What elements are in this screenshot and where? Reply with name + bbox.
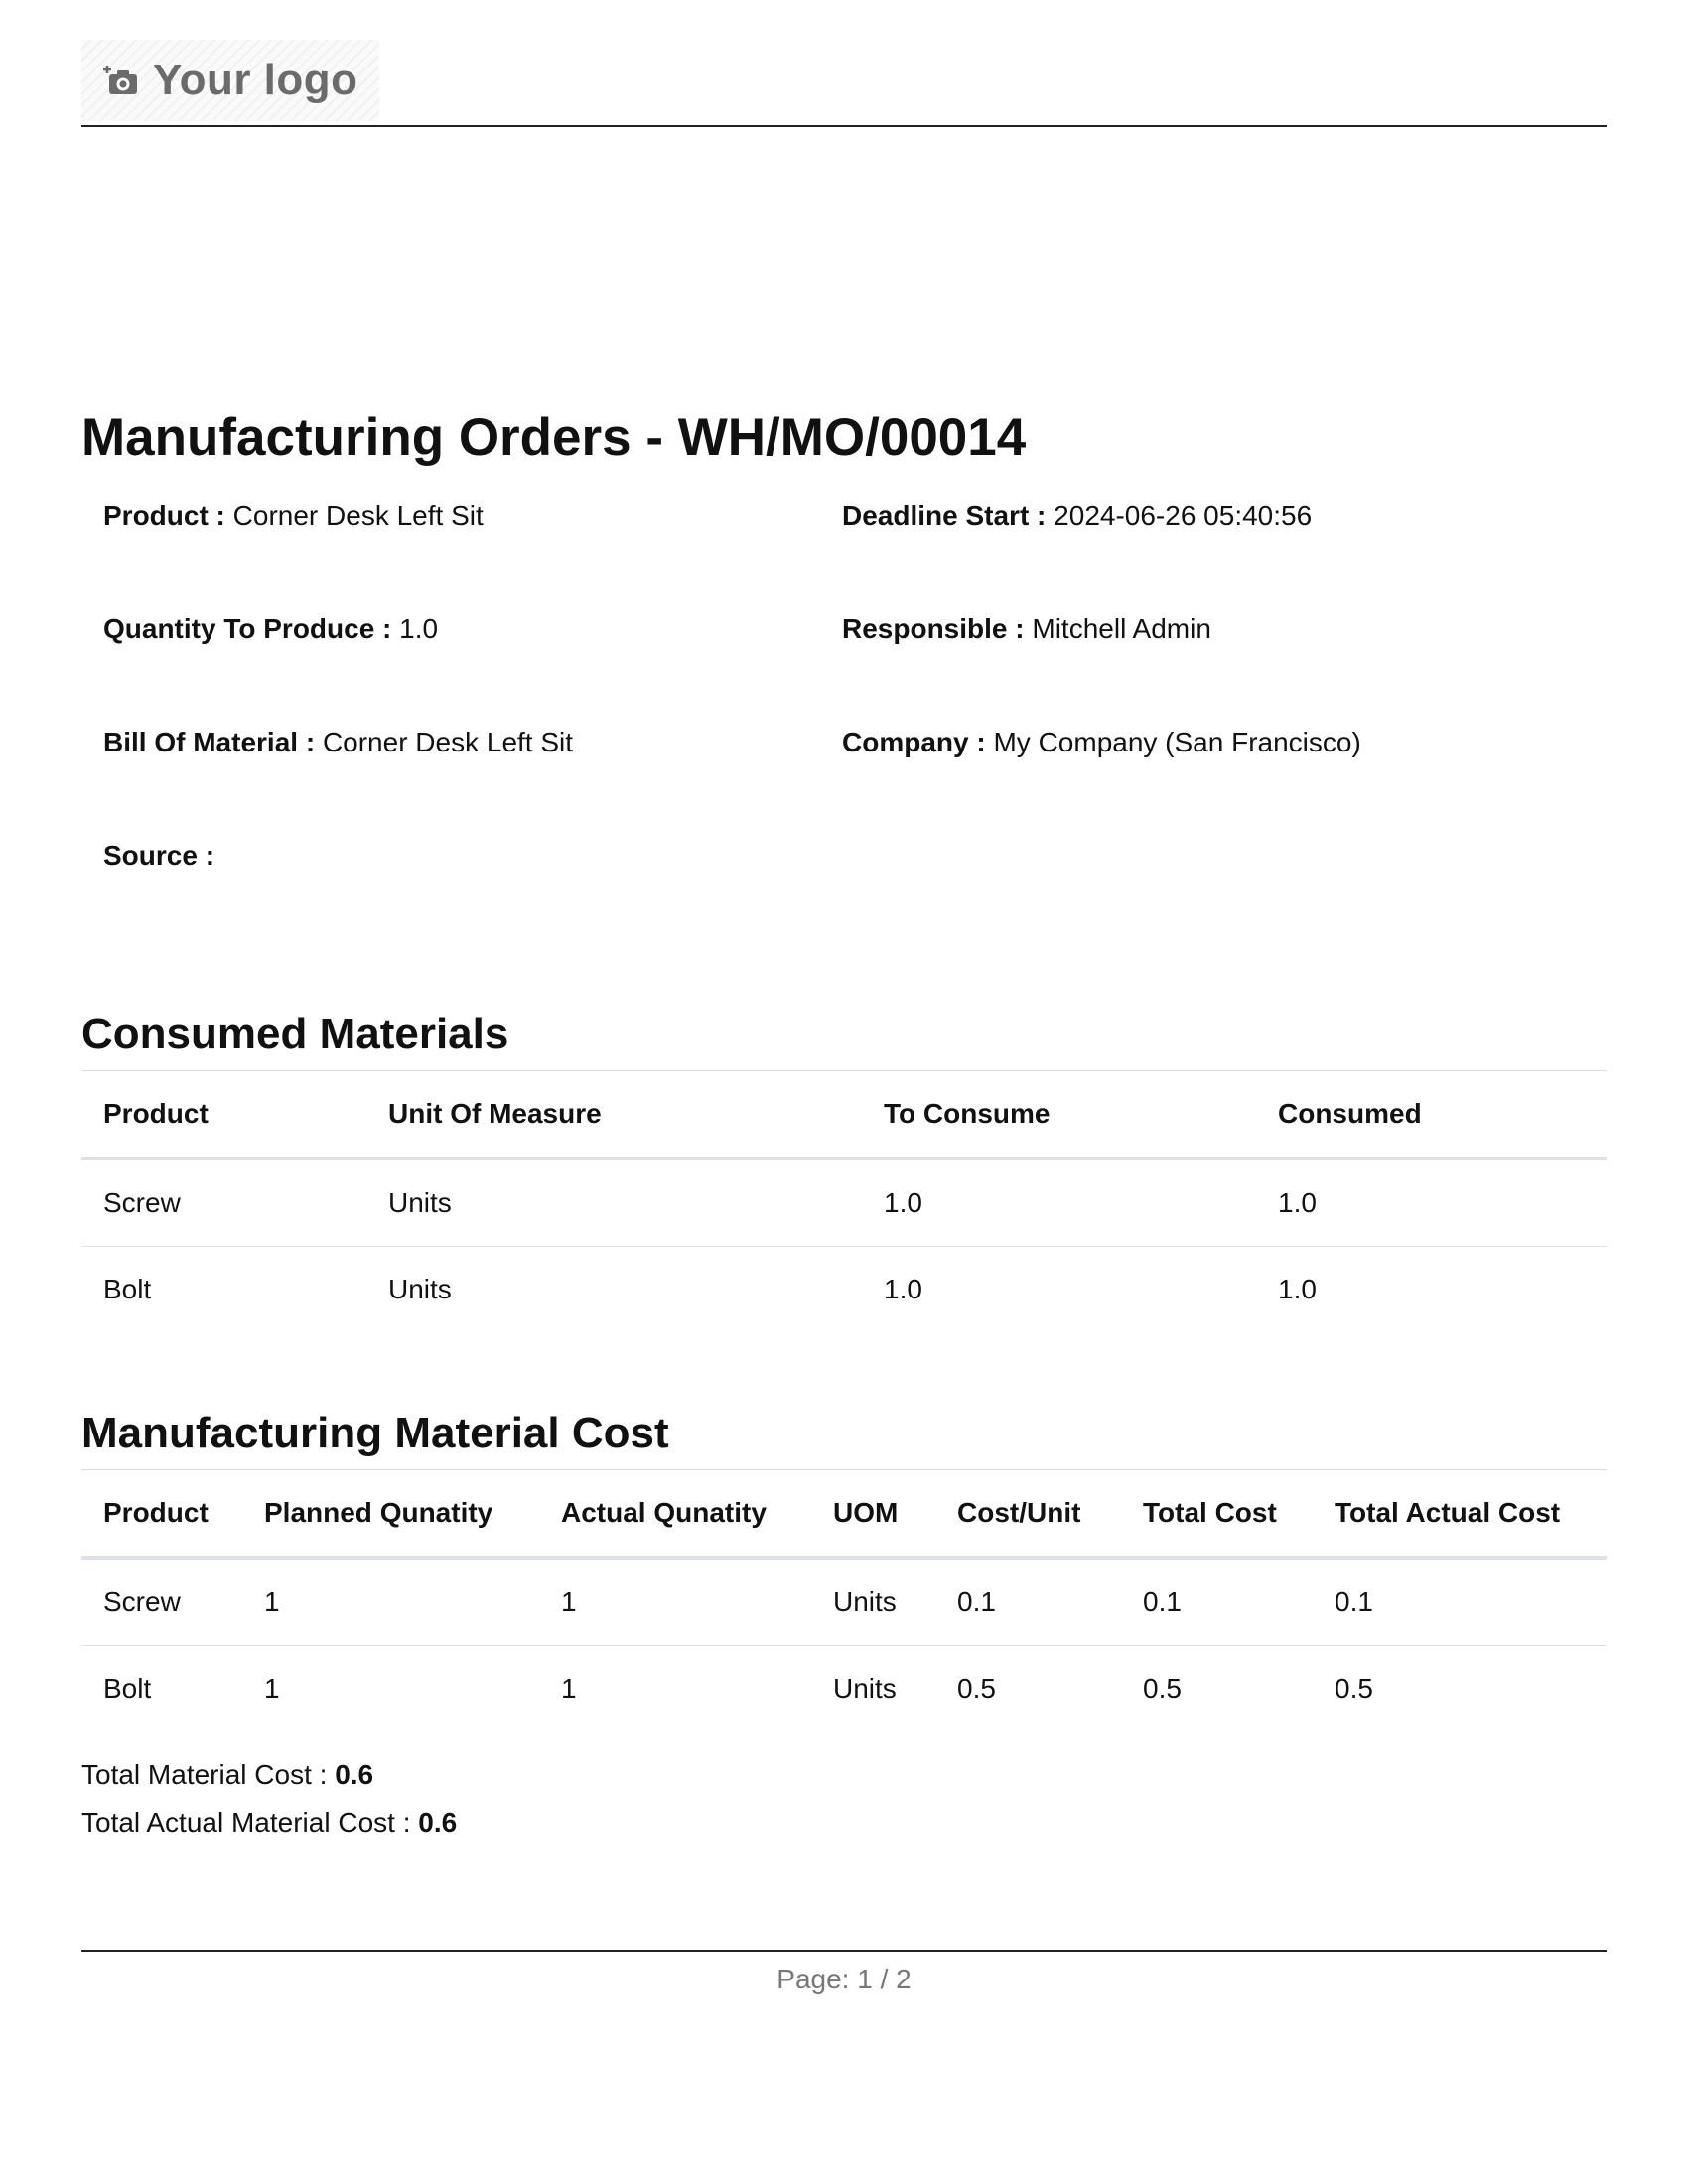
column-header: To Consume: [862, 1071, 1256, 1160]
column-header: Planned Qunatity: [242, 1470, 539, 1559]
table-row: [81, 1646, 1607, 1732]
table-row: [81, 1247, 1607, 1333]
bom-label: Bill Of Material :: [103, 727, 316, 757]
table-cell: 1.0: [1278, 1187, 1317, 1218]
material-cost-title: Manufacturing Material Cost: [81, 1409, 669, 1457]
material-cost-table: [81, 1469, 1607, 1731]
table-cell: 1.0: [862, 1247, 1256, 1333]
responsible-value: Mitchell Admin: [1032, 614, 1211, 644]
total-actual-material-cost: [81, 1799, 457, 1846]
header-divider: [81, 125, 1607, 127]
column-header: Cost/Unit: [935, 1470, 1121, 1559]
table-cell: 1: [539, 1646, 811, 1732]
quantity-field: [103, 610, 438, 649]
logo-text: Your logo: [153, 56, 358, 104]
table-cell: Bolt: [81, 1247, 366, 1333]
table-cell: Units: [366, 1247, 862, 1333]
table-cell: 0.1: [1143, 1586, 1182, 1617]
page-title: Manufacturing Orders - WH/MO/00014: [81, 408, 1027, 467]
company-label: Company :: [842, 727, 986, 757]
column-header: Total Actual Cost: [1313, 1470, 1607, 1559]
column-header: Total Cost: [1121, 1470, 1313, 1559]
responsible-field: [842, 610, 1211, 649]
column-header: Product: [81, 1470, 242, 1559]
product-field: [103, 496, 484, 536]
table-cell: Screw: [103, 1586, 181, 1617]
source-label: Source :: [103, 840, 215, 871]
source-field: [103, 836, 214, 876]
footer-divider: [81, 1950, 1607, 1952]
table-row: [81, 1159, 1607, 1247]
bom-value: Corner Desk Left Sit: [322, 727, 574, 757]
column-header: Unit Of Measure: [366, 1071, 862, 1160]
product-label: Product :: [103, 500, 225, 531]
company-value: My Company (San Francisco): [993, 727, 1361, 757]
table-cell: 1.0: [884, 1187, 922, 1218]
table-cell: Units: [833, 1586, 897, 1617]
table-row: [81, 1558, 1607, 1646]
bom-field: [103, 723, 573, 762]
table-cell: Screw: [103, 1187, 181, 1218]
product-value: Corner Desk Left Sit: [232, 500, 484, 531]
total-material-cost: [81, 1751, 373, 1799]
column-header: Consumed: [1256, 1071, 1607, 1160]
company-field: [842, 723, 1361, 762]
column-header: Product: [81, 1071, 366, 1160]
table-cell: Units: [811, 1646, 935, 1732]
quantity-label: Quantity To Produce :: [103, 614, 392, 644]
table-cell: 0.1: [957, 1586, 996, 1617]
table-cell: 1: [264, 1586, 280, 1617]
total-actual-material-cost-label: Total Actual Material Cost :: [81, 1807, 419, 1838]
table-cell: Bolt: [81, 1646, 242, 1732]
quantity-value: 1.0: [399, 614, 439, 644]
table-cell: 0.5: [935, 1646, 1121, 1732]
camera-add-icon: [103, 63, 139, 98]
page-number: Page: 1 / 2: [776, 1964, 912, 1994]
consumed-materials-table: [81, 1070, 1607, 1332]
total-actual-material-cost-value: 0.6: [418, 1807, 458, 1838]
company-logo: [81, 40, 379, 121]
table-cell: 0.5: [1121, 1646, 1313, 1732]
deadline-value: 2024-06-26 05:40:56: [1054, 500, 1313, 531]
table-cell: 1: [561, 1586, 577, 1617]
total-material-cost-value: 0.6: [335, 1759, 374, 1790]
total-material-cost-label: Total Material Cost :: [81, 1759, 336, 1790]
deadline-field: [842, 496, 1312, 536]
column-header: UOM: [811, 1470, 935, 1559]
responsible-label: Responsible :: [842, 614, 1025, 644]
deadline-label: Deadline Start :: [842, 500, 1047, 531]
table-header-row: [81, 1470, 1607, 1559]
table-cell: 0.5: [1313, 1646, 1607, 1732]
table-header-row: [81, 1071, 1607, 1160]
column-header: Actual Qunatity: [539, 1470, 811, 1559]
table-cell: 1: [242, 1646, 539, 1732]
table-cell: 0.1: [1335, 1586, 1373, 1617]
consumed-materials-title: Consumed Materials: [81, 1010, 509, 1058]
report-page: [81, 0, 1607, 2184]
table-cell: Units: [388, 1187, 452, 1218]
table-cell: 1.0: [1256, 1247, 1607, 1333]
